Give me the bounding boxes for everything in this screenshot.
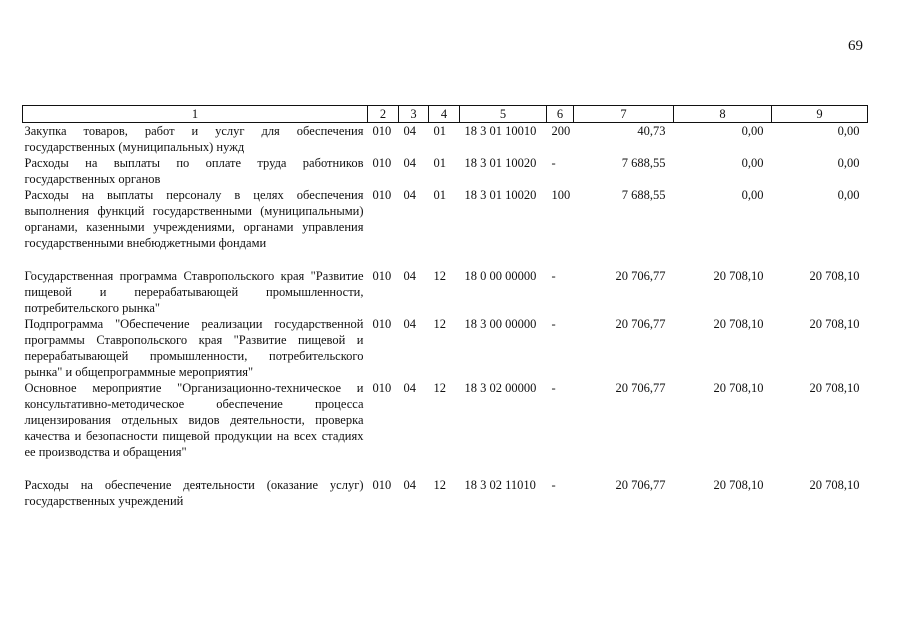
section-code-cell: 010 [372, 156, 392, 170]
row-name-cell: Подпрограмма "Обеспечение реализации государственной программы Ставропольского края "Развитие пищевой и перерабатывающей промышленности, потребительского рынка" и общепрограммные мероприятия" [24, 317, 364, 379]
table-row [23, 187, 868, 251]
budget-table [22, 105, 868, 509]
amount-col7-cell: 20 706,77 [615, 317, 666, 331]
column-header: 7 [574, 106, 674, 123]
amount-col8-cell: 20 708,10 [713, 269, 764, 283]
expense-type-cell: - [551, 269, 556, 283]
column-header: 8 [674, 106, 772, 123]
amount-col8-cell: 20 708,10 [713, 317, 764, 331]
row-name-cell: Расходы на обеспечение деятельности (оказание услуг) государственных учреждений [24, 478, 364, 508]
table-row [23, 380, 868, 460]
target-article-cell: 18 3 00 00000 [464, 317, 537, 331]
amount-col7-cell: 20 706,77 [615, 381, 666, 395]
amount-col7-cell: 40,73 [637, 124, 666, 138]
column-header: 5 [460, 106, 547, 123]
subsection2-code-cell: 01 [433, 188, 446, 202]
amount-col9-cell: 0,00 [837, 188, 860, 202]
target-article-cell: 18 0 00 00000 [464, 269, 537, 283]
amount-col8-cell: 0,00 [741, 188, 764, 202]
spacer-cell [23, 251, 868, 268]
target-article-cell: 18 3 01 10010 [464, 124, 537, 138]
amount-col9-cell: 20 708,10 [809, 317, 860, 331]
subsection-code-cell: 04 [403, 317, 416, 331]
amount-col8-cell: 0,00 [741, 124, 764, 138]
subsection2-code-cell: 12 [433, 269, 446, 283]
subsection-code-cell: 04 [403, 156, 416, 170]
subsection-code-cell: 04 [403, 478, 416, 492]
amount-col9-cell: 0,00 [837, 124, 860, 138]
expense-type-cell: - [551, 156, 556, 170]
expense-type-cell: 200 [551, 124, 571, 138]
table-body [23, 123, 868, 510]
row-name-cell: Основное мероприятие "Организационно-техническое и консультативно-методическое обеспечение процесса лицензирования отдельных видов деятельности, проверка качества и безопасности пищевой продукции на всех стадиях ее производства и обращения" [24, 381, 364, 459]
target-article-cell: 18 3 02 00000 [464, 381, 537, 395]
section-code-cell: 010 [372, 269, 392, 283]
target-article-cell: 18 3 02 11010 [464, 478, 536, 492]
row-name-cell: Государственная программа Ставропольского края "Развитие пищевой и перерабатывающей промышленности, потребительского рынка" [24, 269, 364, 315]
expense-type-cell: - [551, 381, 556, 395]
table-row [23, 477, 868, 509]
target-article-cell: 18 3 01 10020 [464, 156, 537, 170]
table-row [23, 155, 868, 187]
subsection-code-cell: 04 [403, 188, 416, 202]
expense-type-cell: 100 [551, 188, 571, 202]
amount-col8-cell: 0,00 [741, 156, 764, 170]
subsection2-code-cell: 01 [433, 124, 446, 138]
expense-type-cell: - [551, 317, 556, 331]
row-name-cell: Закупка товаров, работ и услуг для обеспечения государственных (муниципальных) нужд [24, 124, 364, 154]
row-name-cell: Расходы на выплаты персоналу в целях обеспечения выполнения функций государственными (муниципальными) органами, казенными учреждениями, органами управления государственными внебюджетными фондами [24, 188, 364, 250]
column-header: 1 [23, 106, 368, 123]
subsection2-code-cell: 01 [433, 156, 446, 170]
subsection-code-cell: 04 [403, 269, 416, 283]
page-number: 69 [848, 38, 863, 54]
column-header: 3 [399, 106, 429, 123]
section-code-cell: 010 [372, 317, 392, 331]
column-header: 6 [547, 106, 574, 123]
section-code-cell: 010 [372, 124, 392, 138]
table-row [23, 316, 868, 380]
table-row [23, 268, 868, 316]
amount-col9-cell: 20 708,10 [809, 381, 860, 395]
target-article-cell: 18 3 01 10020 [464, 188, 537, 202]
amount-col8-cell: 20 708,10 [713, 478, 764, 492]
section-code-cell: 010 [372, 478, 392, 492]
row-spacer [23, 251, 868, 268]
amount-col7-cell: 7 688,55 [621, 156, 666, 170]
column-number-header-row [23, 106, 868, 123]
row-name-cell: Расходы на выплаты по оплате труда работников государственных органов [24, 156, 364, 186]
subsection2-code-cell: 12 [433, 381, 446, 395]
subsection2-code-cell: 12 [433, 478, 446, 492]
amount-col8-cell: 20 708,10 [713, 381, 764, 395]
spacer-cell [23, 460, 868, 477]
amount-col9-cell: 0,00 [837, 156, 860, 170]
table-row [23, 123, 868, 156]
row-spacer [23, 460, 868, 477]
column-header: 9 [772, 106, 868, 123]
amount-col7-cell: 20 706,77 [615, 478, 666, 492]
amount-col9-cell: 20 708,10 [809, 478, 860, 492]
column-header: 4 [429, 106, 460, 123]
section-code-cell: 010 [372, 188, 392, 202]
column-header: 2 [368, 106, 399, 123]
subsection-code-cell: 04 [403, 124, 416, 138]
subsection2-code-cell: 12 [433, 317, 446, 331]
subsection-code-cell: 04 [403, 381, 416, 395]
amount-col7-cell: 20 706,77 [615, 269, 666, 283]
amount-col9-cell: 20 708,10 [809, 269, 860, 283]
amount-col7-cell: 7 688,55 [621, 188, 666, 202]
expense-type-cell: - [551, 478, 556, 492]
section-code-cell: 010 [372, 381, 392, 395]
